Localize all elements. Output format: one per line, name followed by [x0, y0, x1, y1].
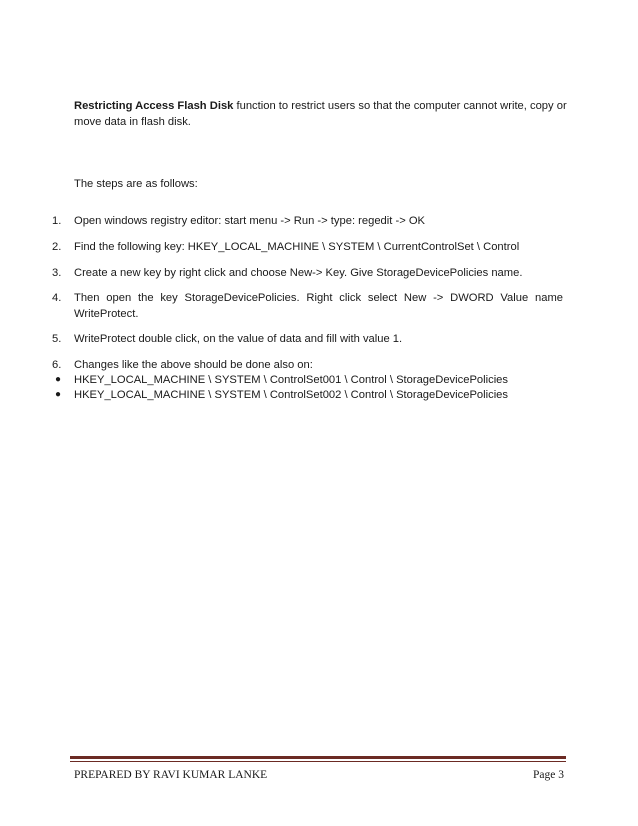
step-text: Find the following key: HKEY_LOCAL_MACHINE \ SYSTEM \ CurrentControlSet \ Control — [74, 241, 520, 253]
footer-divider-thick — [70, 756, 566, 759]
step-text: WriteProtect double click, on the value of data and fill with value 1. — [74, 333, 403, 345]
bullet-text: HKEY_LOCAL_MACHINE \ SYSTEM \ ControlSet002 \ Control \ StorageDevicePolicies — [74, 389, 509, 401]
step-number: 5. — [52, 333, 62, 345]
footer-page-number: Page 3 — [533, 769, 564, 781]
step-text-line: WriteProtect. — [74, 308, 139, 320]
step-number: 6. — [52, 359, 62, 371]
bullet-dot-icon: ● — [55, 389, 62, 400]
step-text: Open windows registry editor: start menu -> Run -> type: regedit -> OK — [74, 215, 426, 227]
step-number: 4. — [52, 292, 62, 304]
intro-paragraph — [74, 98, 574, 130]
step-number: 1. — [52, 215, 62, 227]
step-text-line: Then open the key StorageDevicePolicies. Right click select New -> DWORD Value name — [74, 292, 563, 304]
step-text-block — [74, 290, 563, 322]
step-item — [52, 290, 563, 322]
intro-bold-title: Restricting Access Flash Disk — [74, 100, 234, 112]
step-item — [52, 239, 563, 255]
bullet-item — [52, 387, 563, 403]
step-text: Create a new key by right click and choose New-> Key. Give StorageDevicePolicies name. — [74, 267, 523, 279]
steps-lead: The steps are as follows: — [74, 178, 198, 190]
bullet-dot-icon: ● — [55, 374, 62, 385]
step-item — [52, 213, 563, 229]
step-number: 3. — [52, 267, 62, 279]
step-item — [52, 357, 563, 373]
step-item — [52, 265, 563, 281]
step-item — [52, 331, 563, 347]
footer-divider-thin — [70, 761, 566, 762]
step-text: Changes like the above should be done also on: — [74, 359, 313, 371]
bullet-text: HKEY_LOCAL_MACHINE \ SYSTEM \ ControlSet001 \ Control \ StorageDevicePolicies — [74, 374, 509, 386]
intro-text: function to restrict users so that the computer cannot write, copy or move data in flash disk. — [74, 100, 567, 128]
step-number: 2. — [52, 241, 62, 253]
bullet-item — [52, 372, 563, 388]
footer-author: PREPARED BY RAVI KUMAR LANKE — [74, 769, 268, 781]
